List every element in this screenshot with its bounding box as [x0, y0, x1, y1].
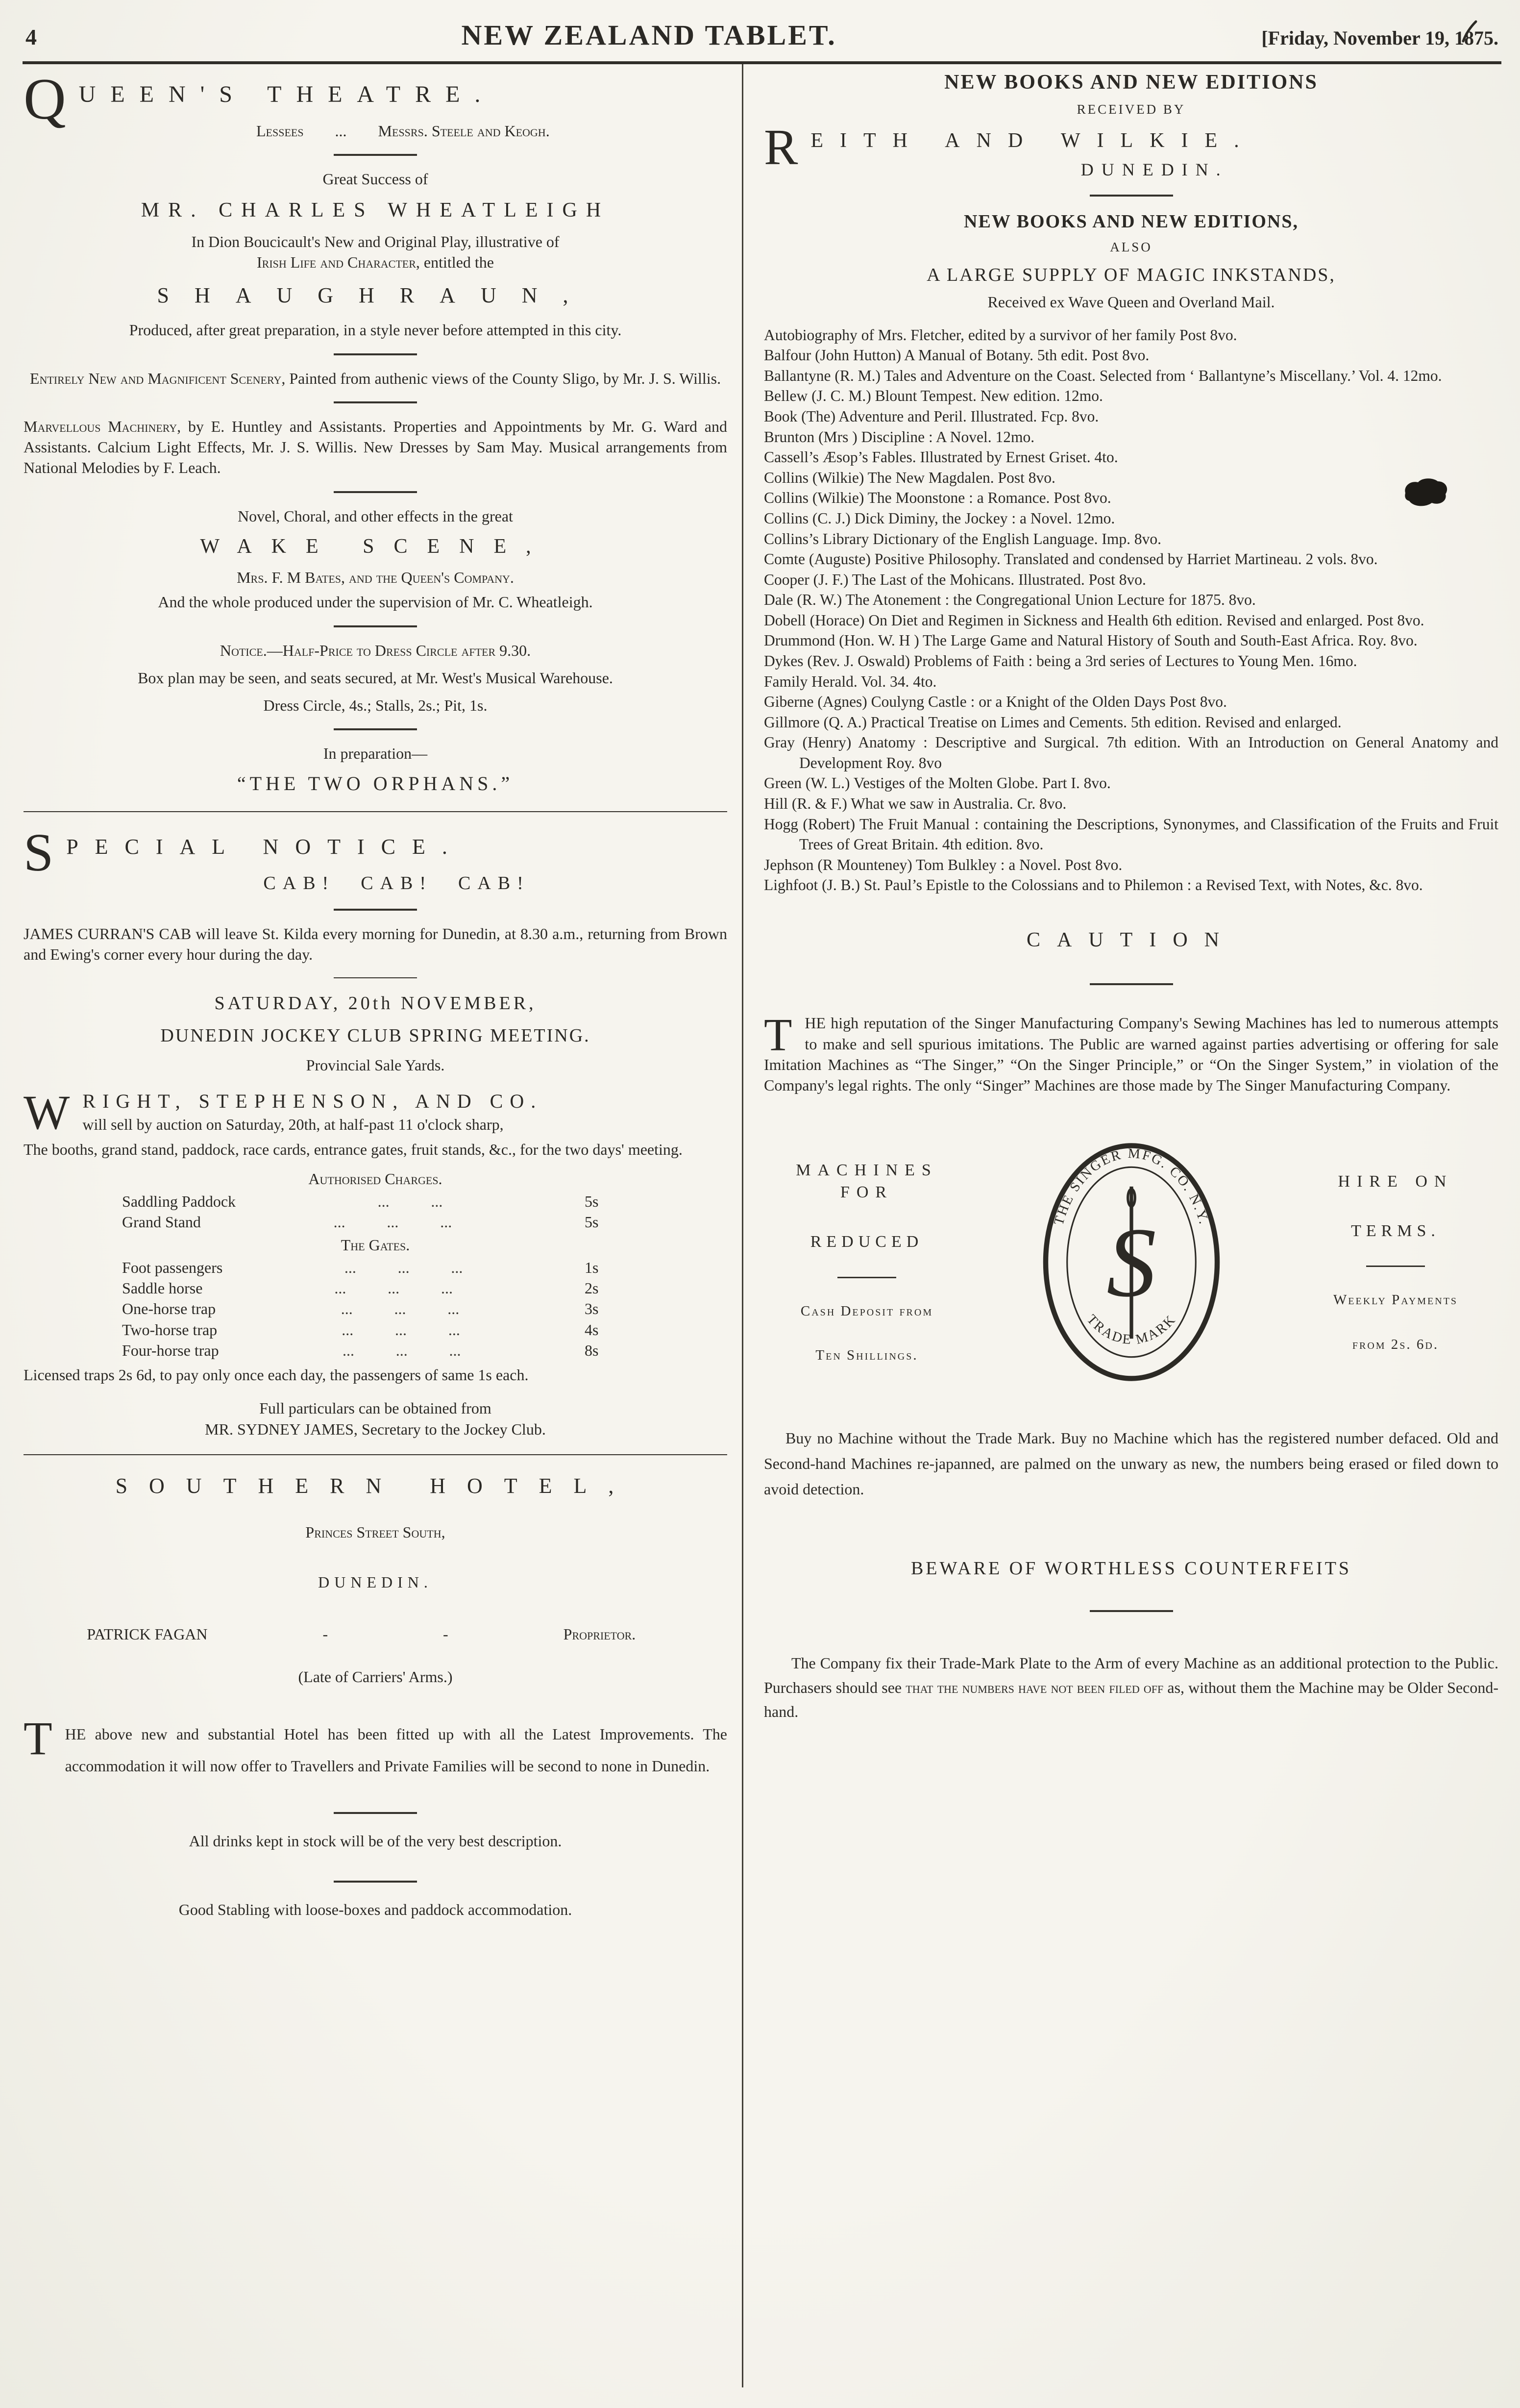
- hotel-late-of: (Late of Carriers' Arms.): [298, 1667, 453, 1686]
- logo-top-text: THE SINGER MFG. CO. N.Y.: [1051, 1146, 1212, 1227]
- divider: [334, 1812, 417, 1814]
- book-entry: Balfour (John Hutton) A Manual of Botany. 5th edit. Post 8vo.: [764, 347, 1150, 364]
- gate-row: [122, 1340, 629, 1361]
- gates-table: [122, 1257, 629, 1361]
- book-entry: Cooper (J. F.) The Last of the Mohicans. Illustrated. Post 8vo.: [764, 571, 1146, 588]
- divider: [334, 1881, 417, 1883]
- cash-deposit-line: Cash Deposit from: [800, 1303, 933, 1319]
- cab-line: CAB! CAB! CAB!: [263, 873, 530, 894]
- masthead: [23, 13, 1501, 56]
- book-entry: Dale (R. W.) The Atonement : the Congregational Union Lecture for 1875. 8vo.: [764, 591, 1256, 609]
- books-subheading: NEW BOOKS AND NEW EDITIONS,: [964, 211, 1299, 232]
- hotel-proprietor-line: [87, 1624, 636, 1644]
- buy-no-machine-paragraph: Buy no Machine without the Trade Mark. Buy no Machine which has the registered number defaced. Old and Second-hand Machines re-japanned, are palmed on the unwary as new, the numbers being erased or filed down to avoid detection.: [764, 1429, 1498, 1498]
- charge-price: 5s: [584, 1213, 599, 1231]
- gate-item: One-horse trap: [122, 1300, 216, 1318]
- books-also: ALSO: [1110, 239, 1152, 254]
- gate-price: 8s: [584, 1341, 599, 1359]
- logo-s-letter: S: [1106, 1207, 1156, 1318]
- charge-item: Saddling Paddock: [122, 1192, 236, 1211]
- theatre-boxplan: Box plan may be seen, and seats secured, at Mr. West's Musical Warehouse.: [138, 669, 613, 687]
- issue-date: [Friday, November 19, 1875.: [1261, 27, 1498, 49]
- hire-on-line: HIRE ON: [1338, 1172, 1453, 1191]
- scenery-rest: Painted from authenic views of the County Sligo, by Mr. J. S. Willis.: [285, 369, 721, 387]
- final-paragraph-rest: as, without them the Machine may be Older Second-hand.: [764, 1678, 1498, 1721]
- gate-leader-dots: ... ... ...: [341, 1300, 460, 1318]
- hotel-street: Princes Street South,: [305, 1523, 445, 1541]
- gates-heading: The Gates.: [341, 1236, 410, 1254]
- ad-special-notice-cab: [24, 822, 728, 978]
- charges-table: [122, 1191, 629, 1232]
- gate-row: [122, 1257, 629, 1278]
- caution-heading: CAUTION: [1027, 928, 1236, 951]
- jockey-title: DUNEDIN JOCKEY CLUB SPRING MEETING.: [160, 1025, 590, 1046]
- book-entry: Bellew (J. C. M.) Blount Tempest. New edition. 12mo.: [764, 387, 1103, 405]
- caution-paragraph: [764, 1010, 1498, 1095]
- book-entry: Brunton (Mrs ) Discipline : A Novel. 12mo.: [764, 428, 1035, 446]
- terms-line: TERMS.: [1351, 1221, 1440, 1240]
- book-entry: Collins (C. J.) Dick Diminy, the Jockey : a Novel. 12mo.: [764, 509, 1115, 527]
- gate-item: Foot passengers: [122, 1258, 223, 1276]
- caution-paragraph-text: HE high reputation of the Singer Manufacturing Company's Sewing Machines has led to numerous attempts to make and sell spurious imitations. The Public are warned against parties advertising or offering for sale Imitation Machines as “The Singer,” “On the Singer Principle,” or “On the Singer System,” in violation of the Company's legal rights. The only “Singer” Machines are those made by The Singer Manufacturing Company.: [764, 1014, 1498, 1094]
- ten-shillings-line: Ten Shillings.: [815, 1347, 918, 1364]
- charge-leader-dots: ... ... ...: [333, 1213, 452, 1231]
- licensed-traps-note: Licensed traps 2s 6d, to pay only once each day, the passengers of same 1s each.: [24, 1366, 529, 1384]
- logo-bottom-text: TRADE MARK: [1083, 1312, 1179, 1348]
- pen-mark: [1459, 20, 1479, 43]
- gate-item: Saddle horse: [122, 1279, 203, 1297]
- theatre-play-title: SHAUGHRAUN,: [157, 283, 594, 308]
- wake-outro: And the whole produced under the supervision of Mr. C. Wheatleigh.: [158, 593, 593, 611]
- theatre-lessees: Lessees ... Messrs. Steele and Keogh.: [256, 122, 550, 140]
- book-entry: Dobell (Horace) On Diet and Regimen in Sickness and Health 6th edition. Revised and enlarged. Post 8vo.: [764, 611, 1424, 629]
- singer-trademark-logo: [1038, 1140, 1225, 1385]
- hotel-stabling-line: Good Stabling with loose-boxes and paddock accommodation.: [178, 1901, 572, 1919]
- gate-price: 2s: [584, 1279, 599, 1297]
- jockey-auctioneer: [24, 1085, 727, 1140]
- book-entry: Hogg (Robert) The Fruit Manual : containing the Descriptions, Synonymes, and Classification of the Fruits and Fruit Trees of Great Britain. 4th edition. 8vo.: [764, 815, 1498, 853]
- hotel-description-text: HE above new and substantial Hotel has been fitted up with all the Latest Improvements. The accommodation it will now offer to Travellers and Private Families will be second to none in Dunedin.: [65, 1725, 727, 1775]
- cab-body-lead: JAMES CURRAN'S CAB: [24, 924, 192, 943]
- books-firm: [764, 119, 1498, 182]
- dropcap-s: S: [24, 822, 54, 883]
- column-layout: [23, 64, 1501, 2387]
- books-heading: NEW BOOKS AND NEW EDITIONS: [944, 71, 1318, 94]
- book-entry: Family Herald. Vol. 34. 4to.: [764, 672, 937, 690]
- divider: [334, 353, 417, 355]
- page-number: 4: [25, 25, 37, 50]
- divider: [334, 401, 417, 403]
- theatre-notice: Notice.—Half-Price to Dress Circle after 9.30.: [220, 641, 531, 659]
- book-entry: Lighfoot (J. B.) St. Paul’s Epistle to the Colossians and to Philemon : a Revised Text, with Notes, &c. 8vo.: [764, 876, 1423, 894]
- gate-price: 4s: [584, 1320, 599, 1339]
- divider: [334, 625, 417, 627]
- gate-leader-dots: ... ... ...: [344, 1258, 463, 1276]
- wake-intro: Novel, Choral, and other effects in the great: [238, 507, 513, 525]
- dropcap-t: T: [24, 1712, 52, 1764]
- book-entry: Collins’s Library Dictionary of the English Language. Imp. 8vo.: [764, 530, 1161, 547]
- singer-terms-left: [764, 1160, 970, 1365]
- jockey-firm: RIGHT, STEPHENSON, AND CO.: [82, 1090, 543, 1112]
- cab-body-rest: will leave St. Kilda every morning for Dunedin, at 8.30 a.m., returning from Brown and Ewing's corner every hour during the day.: [24, 924, 728, 963]
- ad-jockey-club: [24, 991, 727, 1440]
- right-column: [743, 64, 1501, 2387]
- divider: [1090, 983, 1173, 985]
- theatre-scenery: [24, 368, 727, 389]
- wake-company: Mrs. F. M Bates, and the Queen's Company.: [237, 569, 514, 587]
- jockey-venue: Provincial Sale Yards.: [306, 1056, 445, 1074]
- books-received-ex: Received ex Wave Queen and Overland Mail.: [987, 293, 1275, 311]
- books-firm-city: DUNEDIN.: [1080, 160, 1228, 180]
- theatre-prices: Dress Circle, 4s.; Stalls, 2s.; Pit, 1s.: [263, 696, 488, 715]
- ad-queens-theatre: [24, 66, 728, 797]
- jockey-sell-line: will sell by auction on Saturday, 20th, at half-past 11 o'clock sharp,: [82, 1116, 504, 1134]
- hotel-city: DUNEDIN.: [318, 1573, 433, 1591]
- book-entry: Gray (Henry) Anatomy : Descriptive and Surgical. 7th edition. With an Introduction on General Anatomy and Development Roy. 8vo: [764, 734, 1498, 771]
- divider: [334, 728, 417, 730]
- book-entry: Jephson (R Mounteney) Tom Bulkley : a Novel. Post 8vo.: [764, 856, 1123, 873]
- book-entry: Comte (Auguste) Positive Philosophy. Translated and condensed by Harriet Martineau. 2 vols. 8vo.: [764, 550, 1378, 568]
- singer-terms-block: [764, 1140, 1498, 1385]
- proprietor-title: Proprietor.: [563, 1625, 636, 1643]
- book-entry: Gillmore (Q. A.) Practical Treatise on Limes and Cements. 5th edition. Revised and enlarged.: [764, 713, 1342, 731]
- gate-item: Two-horse trap: [122, 1320, 218, 1339]
- charge-row: [122, 1212, 629, 1232]
- final-paragraph-smallcaps: that the numbers have not been filed off: [906, 1678, 1164, 1696]
- play-intro-smallcaps: Irish Life and Character,: [257, 253, 420, 272]
- ink-blot: [1402, 476, 1449, 509]
- theatre-play-intro: [24, 231, 727, 273]
- divider: [837, 1277, 896, 1278]
- book-entry: Collins (Wilkie) The New Magdalen. Post 8vo.: [764, 469, 1055, 486]
- machinery-rest: by E. Huntley and Assistants. Properties and Appointments by Mr. G. Ward and Assistants. Calcium Light Effects, Mr. J. S. Willis. New Dresses by Sam May. Musical arrangements from National Melodies by F. Leach.: [24, 417, 728, 477]
- gate-row: [122, 1298, 629, 1319]
- hotel-description: [24, 1712, 727, 1783]
- book-entry: Green (W. L.) Vestiges of the Molten Globe. Part I. 8vo.: [764, 774, 1111, 792]
- charges-heading: Authorised Charges.: [308, 1169, 442, 1188]
- theatre-machinery: [24, 416, 727, 478]
- divider: [1090, 195, 1173, 197]
- theatre-title: UEEN'S THEATRE.: [78, 81, 495, 107]
- book-entry: Cassell’s Æsop’s Fables. Illustrated by Ernest Griset. 4to.: [764, 448, 1118, 466]
- charge-item: Grand Stand: [122, 1213, 201, 1231]
- divider: [1090, 1610, 1173, 1612]
- special-title: PECIAL NOTICE.: [66, 835, 464, 859]
- dropcap-r: R: [764, 119, 798, 175]
- left-column: [23, 64, 742, 2387]
- divider: [1366, 1266, 1425, 1267]
- hotel-title: SOUTHERN HOTEL,: [115, 1473, 636, 1498]
- special-headline: [24, 822, 727, 895]
- dropcap-q: Q: [24, 66, 66, 131]
- book-entry: Giberne (Agnes) Coulyng Castle : or a Knight of the Olden Days Post 8vo.: [764, 693, 1227, 711]
- dropcap-t: T: [764, 1010, 792, 1061]
- gate-leader-dots: ... ... ...: [342, 1341, 461, 1359]
- play-intro-line1: In Dion Boucicault's New and Original Play, illustrative of: [191, 232, 560, 250]
- gate-price: 1s: [584, 1258, 599, 1276]
- book-entry: Autobiography of Mrs. Fletcher, edited by a survivor of her family Post 8vo.: [764, 326, 1237, 344]
- book-entry: Hill (R. & F.) What we saw in Australia. Cr. 8vo.: [764, 795, 1067, 813]
- cab-body: [24, 923, 727, 965]
- gate-row: [122, 1278, 629, 1298]
- secretary-line: MR. SYDNEY JAMES, Secretary to the Jockey Club.: [205, 1420, 546, 1438]
- dash: -: [443, 1625, 448, 1643]
- jockey-date: SATURDAY, 20th NOVEMBER,: [214, 993, 537, 1014]
- divider: [334, 154, 417, 156]
- ad-singer-caution: [764, 927, 1498, 1724]
- gate-row: [122, 1319, 629, 1340]
- gate-leader-dots: ... ... ...: [334, 1279, 453, 1297]
- particulars-line: Full particulars can be obtained from: [259, 1399, 491, 1417]
- singer-terms-right: [1293, 1171, 1498, 1354]
- weekly-payments-line: Weekly Payments: [1333, 1292, 1458, 1308]
- book-entry: Collins (Wilkie) The Moonstone : a Romance. Post 8vo.: [764, 489, 1111, 507]
- book-entry: Ballantyne (R. M.) Tales and Adventure on the Coast. Selected from ‘ Ballantyne’s Miscellany.’ Vol. 4. 12mo.: [764, 367, 1442, 384]
- payment-amount-line: from 2s. 6d.: [1352, 1336, 1439, 1352]
- prep-line: In preparation—: [323, 745, 428, 763]
- wake-title: WAKE SCENE,: [200, 535, 551, 558]
- charge-leader-dots: ... ...: [377, 1192, 443, 1211]
- theatre-produced-line: Produced, after great preparation, in a style never before attempted in this city.: [129, 321, 622, 339]
- books-firm-name: EITH AND WILKIE.: [810, 129, 1256, 152]
- theatre-star-name: MR. CHARLES WHEATLEIGH: [141, 199, 610, 222]
- ad-new-books: [764, 69, 1498, 895]
- book-entry: Dykes (Rev. J. Oswald) Problems of Faith : being a 3rd series of Lectures to Young Men. 16mo.: [764, 652, 1357, 670]
- trademark-plate-paragraph: [764, 1651, 1498, 1724]
- proprietor-name: PATRICK FAGAN: [87, 1625, 208, 1643]
- hotel-drinks-line: All drinks kept in stock will be of the very best description.: [189, 1832, 562, 1850]
- books-received-by: RECEIVED BY: [1077, 101, 1186, 117]
- book-entry: Book (The) Adventure and Peril. Illustrated. Fcp. 8vo.: [764, 408, 1099, 425]
- final-paragraph-lead: The Company fix their Trade-Mark Plate to the Arm of every Machine as an additional protection to the Public. Purchasers should see: [764, 1654, 1498, 1696]
- dash: -: [322, 1625, 328, 1643]
- gate-price: 3s: [584, 1300, 599, 1318]
- divider: [334, 909, 417, 911]
- theatre-success-line: Great Success of: [322, 170, 428, 188]
- jockey-items: The booths, grand stand, paddock, race cards, entrance gates, fruit stands, &c., for the two days' meeting.: [24, 1140, 683, 1158]
- book-entry: Drummond (Hon. W. H ) The Large Game and Natural History of South and South-East Africa. Roy. 8vo.: [764, 632, 1418, 649]
- prep-title: “THE TWO ORPHANS.”: [237, 772, 514, 794]
- book-list: [764, 325, 1498, 895]
- beware-heading: BEWARE OF WORTHLESS COUNTERFEITS: [910, 1558, 1352, 1579]
- machines-for-line: MACHINES FOR: [796, 1161, 938, 1202]
- books-inkstands-line: A LARGE SUPPLY OF MAGIC INKSTANDS,: [927, 265, 1336, 286]
- scenery-smallcaps: Entirely New and Magnificent Scenery,: [29, 369, 286, 387]
- dropcap-w: W: [24, 1085, 70, 1140]
- gate-item: Four-horse trap: [122, 1341, 219, 1359]
- paper-title: NEW ZEALAND TABLET.: [461, 19, 837, 51]
- play-intro-rest: entitled the: [419, 253, 494, 272]
- machinery-smallcaps: Marvellous Machinery,: [24, 417, 181, 435]
- section-rule: [24, 1454, 727, 1455]
- gate-leader-dots: ... ... ...: [342, 1320, 460, 1339]
- divider: [334, 977, 417, 978]
- section-rule: [24, 811, 727, 812]
- ad-southern-hotel: [24, 1472, 727, 1920]
- divider: [334, 491, 417, 493]
- charge-price: 5s: [584, 1192, 599, 1211]
- charge-row: [122, 1191, 629, 1212]
- theatre-headline: [24, 66, 727, 142]
- reduced-line: REDUCED: [810, 1232, 924, 1251]
